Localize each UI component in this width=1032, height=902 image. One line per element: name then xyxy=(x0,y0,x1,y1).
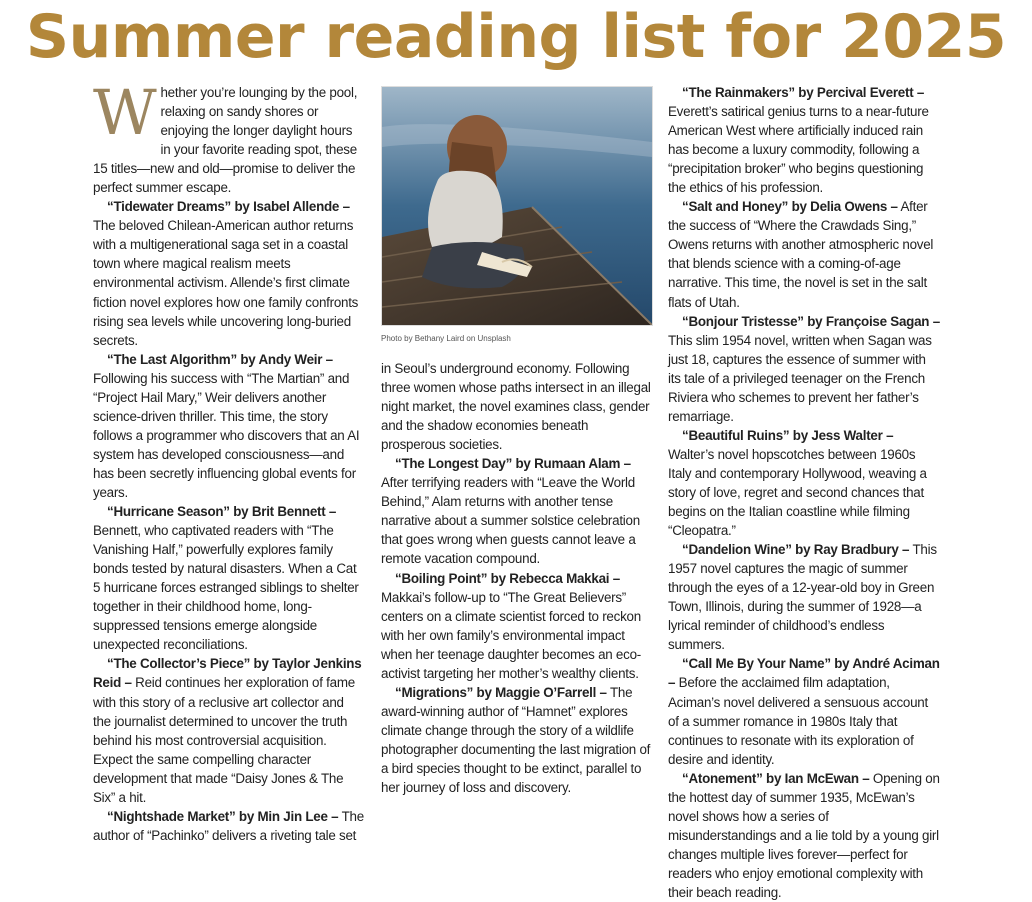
book-description: The award-winning author of “Hamnet” explores climate change through the story of a wildlife photographer documenting the last migration of a bird species thought to be extinct, parallel to her journey of loss and discovery. xyxy=(381,684,651,796)
book-title: “Beautiful Ruins” by Jess Walter – xyxy=(682,427,894,443)
book-entry xyxy=(381,683,652,797)
book-entry xyxy=(668,426,940,540)
column-2 xyxy=(381,83,652,797)
book-description: After the success of “Where the Crawdads Sing,” Owens returns with another atmospheric novel that blends science with a coming-of-age narrative. This time, the novel is set in the salt flats of Utah. xyxy=(668,199,934,310)
book-description: Makkai’s follow-up to “The Great Believers” centers on a climate scientist forced to reckon with her own family’s environmental impact when her teenage daughter becomes an eco-activist targeting her mother’s wealthy clients. xyxy=(381,589,641,681)
book-description: Opening on the hottest day of summer 1935, McEwan’s novel shows how a series of misunderstandings and a lie told by a young girl changes multiple lives forever—perfect for readers who enjoy emotional complexity with their beach reading. xyxy=(668,770,940,900)
book-entry xyxy=(381,454,652,568)
book-description: This 1957 novel captures the magic of summer through the eyes of a 12-year-old boy in Green Town, Illinois, during the summer of 1928—a lyrical reminder of childhood’s endless summers. xyxy=(668,542,937,653)
book-description: in Seoul’s underground economy. Following three women whose paths intersect in an illegal night market, the novel examines class, gender and the shadow economies beneath prosperous societies. xyxy=(381,361,651,453)
book-title: “Hurricane Season” by Brit Bennett – xyxy=(107,504,337,520)
book-title: “The Last Algorithm” by Andy Weir – xyxy=(107,351,333,367)
book-title: “Atonement” by Ian McEwan – xyxy=(682,770,870,786)
book-entry xyxy=(93,654,365,806)
book-entry xyxy=(668,654,940,768)
book-description: Walter’s novel hopscotches between 1960s Italy and contemporary Hollywood, weaving a story of love, regret and second chances that begins on the Italian coastline while filming “Cleopatra.” xyxy=(668,446,927,539)
column-1 xyxy=(93,76,365,845)
book-entry xyxy=(93,807,365,845)
book-title: “Migrations” by Maggie O’Farrell – xyxy=(395,684,607,700)
book-entry xyxy=(93,197,365,349)
book-title: “Bonjour Tristesse” by Françoise Sagan – xyxy=(682,313,940,329)
intro-paragraph xyxy=(93,76,365,197)
book-description: Everett’s satirical genius turns to a near-future American West where artificially induced rain has become a luxury commodity, following a “precipitation broker” who begins questioning the ethics of his profession. xyxy=(668,104,929,196)
book-title: “Call Me By Your Name” by André Aciman – xyxy=(668,656,940,691)
book-title: “Dandelion Wine” by Ray Bradbury – xyxy=(682,542,910,558)
book-entry xyxy=(93,502,365,654)
book-description: After terrifying readers with “Leave the World Behind,” Alam returns with another tense narrative about a summer solstice celebration that goes wrong when guests cannot leave a remote vacation compound. xyxy=(381,475,640,567)
book-description: Before the acclaimed film adaptation, Aciman’s novel delivered a sensuous account of a summer romance in 1980s Italy that continues to resonate with its exploration of desire and identity. xyxy=(668,675,928,767)
book-entry xyxy=(668,769,940,902)
book-entry xyxy=(668,312,940,426)
book-title: “The Collector’s Piece” by Taylor Jenkins Reid – xyxy=(93,656,362,691)
book-description: The author of “Pachinko” delivers a riveting tale set xyxy=(93,808,364,843)
book-entry xyxy=(668,540,940,654)
book-description: Bennett, who captivated readers with “The Vanishing Half,” powerfully explores family bonds tested by natural disasters. When a Cat 5 hurricane forces estranged siblings to shelter together in their childhood home, long-suppressed tensions emerge alongside unexpected reconciliations. xyxy=(93,523,359,653)
photo-credit: Photo by Bethany Laird on Unsplash xyxy=(381,334,511,343)
book-entry-continued xyxy=(381,359,652,454)
book-title: “Salt and Honey” by Delia Owens – xyxy=(682,199,898,215)
book-title: “Tidewater Dreams” by Isabel Allende – xyxy=(107,199,350,215)
book-title: “Boiling Point” by Rebecca Makkai – xyxy=(395,570,620,586)
page-title: Summer reading list for 2025 xyxy=(25,2,1007,72)
book-title: “The Longest Day” by Rumaan Alam – xyxy=(395,456,631,472)
book-title: “Nightshade Market” by Min Jin Lee – xyxy=(107,808,339,824)
book-description: The beloved Chilean-American author returns with a multigenerational saga set in a coastal town where magical realism meets environmental activism. Allende’s first climate fiction novel explores how one family confronts rising sea levels while uncovering long-buried secrets. xyxy=(93,218,359,348)
book-description: Reid continues her exploration of fame with this story of a reclusive art collector and the journalist determined to uncover the truth behind his most controversial acquisition. Expect the same compelling character development that made “Daisy Jones & The Six” a hit. xyxy=(93,675,355,805)
book-title: “The Rainmakers” by Percival Everett – xyxy=(682,85,925,100)
reading-photo xyxy=(381,86,653,326)
book-entry xyxy=(93,350,365,502)
drop-cap: W xyxy=(93,76,157,149)
intro-text: hether you’re lounging by the pool, relaxing on sandy shores or enjoying the longer daylight hours in your favorite reading spot, these 15 titles—new and old—promise to deliver the perfect summer escape. xyxy=(93,85,358,196)
book-description: This slim 1954 novel, written when Sagan was just 18, captures the essence of summer with its tale of a privileged teenager on the French Riviera who schemes to prevent her father’s remarriage. xyxy=(668,332,932,424)
book-entry xyxy=(668,197,940,311)
book-description: Following his success with “The Martian” and “Project Hail Mary,” Weir delivers another science-driven thriller. This time, the story follows a programmer who discovers that an AI system has developed consciousness—and has been secretly influencing global events for years. xyxy=(93,370,360,500)
book-entry xyxy=(668,83,940,197)
book-entry xyxy=(381,569,652,683)
column-3 xyxy=(668,83,940,902)
